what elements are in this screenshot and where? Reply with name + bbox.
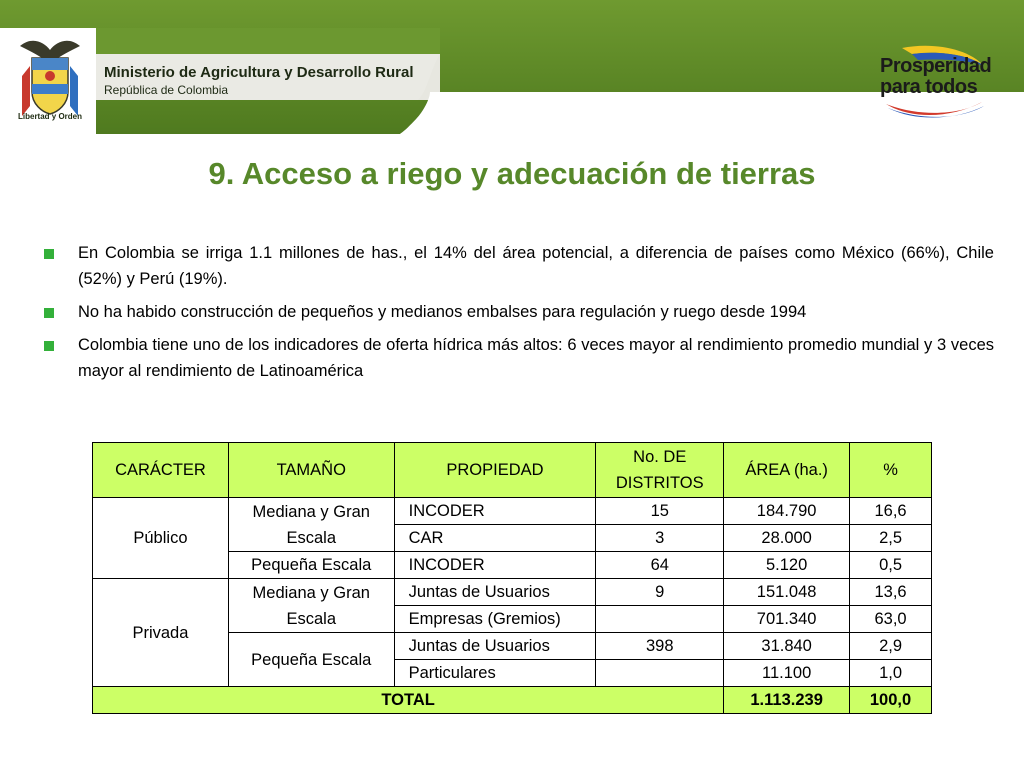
pct-cell: 2,9 — [850, 633, 932, 660]
bullet-item — [44, 240, 994, 292]
table-total-row — [93, 687, 932, 714]
total-area: 1.113.239 — [724, 687, 850, 714]
total-label: TOTAL — [93, 687, 724, 714]
table-row — [93, 498, 932, 525]
header-pct: % — [850, 443, 932, 498]
propiedad-cell: Juntas de Usuarios — [394, 633, 596, 660]
pct-cell: 1,0 — [850, 660, 932, 687]
distritos-cell: 398 — [596, 633, 724, 660]
propiedad-cell: INCODER — [394, 498, 596, 525]
bullet-item — [44, 299, 994, 325]
tamano-cell: Pequeña Escala — [228, 633, 394, 687]
header-banner — [0, 0, 1024, 134]
propiedad-cell: Empresas (Gremios) — [394, 606, 596, 633]
header-tamano: TAMAÑO — [228, 443, 394, 498]
pct-cell: 63,0 — [850, 606, 932, 633]
bullet-list — [44, 240, 994, 391]
distritos-cell — [596, 660, 724, 687]
header-distritos: No. DE DISTRITOS — [596, 443, 724, 498]
motto-text: Libertad y Orden — [18, 112, 83, 121]
distritos-cell — [596, 606, 724, 633]
bullet-text: En Colombia se irriga 1.1 millones de has., el 14% del área potencial, a diferencia de países como México (66%), Chile (52%) y Perú (19%). — [78, 244, 994, 288]
propiedad-cell: CAR — [394, 525, 596, 552]
propiedad-cell: Juntas de Usuarios — [394, 579, 596, 606]
header-propiedad: PROPIEDAD — [394, 443, 596, 498]
distritos-cell: 15 — [596, 498, 724, 525]
pct-cell: 0,5 — [850, 552, 932, 579]
pct-cell: 16,6 — [850, 498, 932, 525]
area-cell: 5.120 — [724, 552, 850, 579]
area-cell: 11.100 — [724, 660, 850, 687]
caracter-cell: Privada — [93, 579, 229, 687]
distritos-cell: 64 — [596, 552, 724, 579]
caracter-cell: Público — [93, 498, 229, 579]
area-cell: 701.340 — [724, 606, 850, 633]
tamano-cell: Mediana y Gran Escala — [228, 579, 394, 633]
area-cell: 28.000 — [724, 525, 850, 552]
bullet-square-icon — [44, 341, 54, 351]
logo-line-1: Prosperidad — [880, 55, 992, 77]
pct-cell: 2,5 — [850, 525, 932, 552]
area-cell: 184.790 — [724, 498, 850, 525]
tamano-cell: Mediana y Gran Escala — [228, 498, 394, 552]
irrigation-districts-table — [92, 442, 932, 714]
slide-title: 9. Acceso a riego y adecuación de tierras — [208, 156, 816, 191]
distritos-cell: 9 — [596, 579, 724, 606]
area-cell: 31.840 — [724, 633, 850, 660]
bullet-square-icon — [44, 249, 54, 259]
ministry-name: Ministerio de Agricultura y Desarrollo Rural — [104, 64, 414, 81]
propiedad-cell: INCODER — [394, 552, 596, 579]
bullet-square-icon — [44, 308, 54, 318]
table-header-row — [93, 443, 932, 498]
distritos-cell: 3 — [596, 525, 724, 552]
logo-line-2: para todos — [880, 76, 978, 98]
area-cell: 151.048 — [724, 579, 850, 606]
table-row — [93, 579, 932, 606]
total-pct: 100,0 — [850, 687, 932, 714]
header-area: ÁREA (ha.) — [724, 443, 850, 498]
republic-name: República de Colombia — [104, 83, 229, 97]
bullet-item — [44, 332, 994, 384]
bullet-text: No ha habido construcción de pequeños y medianos embalses para regulación y ruego desde 1994 — [78, 303, 807, 321]
prosperidad-para-todos-logo — [872, 44, 992, 124]
propiedad-cell: Particulares — [394, 660, 596, 687]
tamano-cell: Pequeña Escala — [228, 552, 394, 579]
pct-cell: 13,6 — [850, 579, 932, 606]
header-caracter: CARÁCTER — [93, 443, 229, 498]
bullet-text: Colombia tiene uno de los indicadores de oferta hídrica más altos: 6 veces mayor al rendimiento promedio mundial y 3 veces mayor al rendimiento de Latinoamérica — [78, 336, 994, 380]
